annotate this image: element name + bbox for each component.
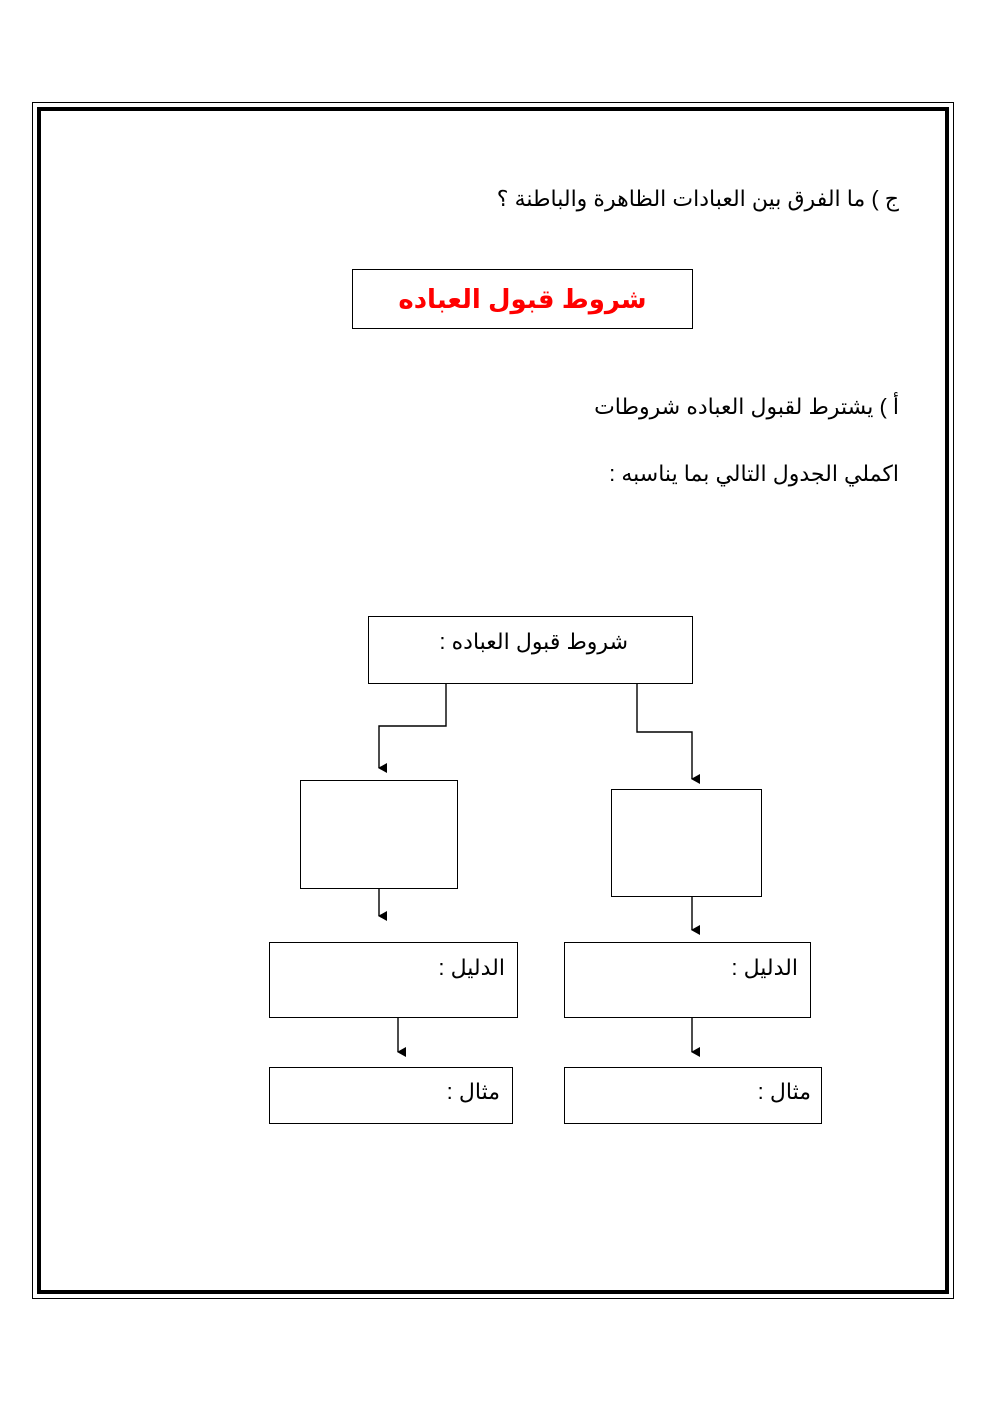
question-a: أ ) يشترط لقبول العباده شروطات xyxy=(594,394,899,419)
right-example-label: مثال : xyxy=(757,1079,811,1104)
left-evidence-box[interactable] xyxy=(269,942,518,1018)
question-c: ج ) ما الفرق بين العبادات الظاهرة والباطنة ؟ xyxy=(496,186,899,211)
right-condition-box[interactable] xyxy=(611,789,762,897)
instruction-text: اكملي الجدول التالي بما يناسبه : xyxy=(609,461,899,486)
section-title: شروط قبول العباده xyxy=(398,283,647,314)
connector-root-to-right xyxy=(637,684,692,779)
right-evidence-label: الدليل : xyxy=(731,955,798,980)
right-evidence-box[interactable] xyxy=(564,942,811,1018)
left-example-box[interactable] xyxy=(269,1067,513,1124)
right-example-box[interactable] xyxy=(564,1067,822,1124)
root-label: شروط قبول العباده : xyxy=(439,629,628,654)
left-evidence-label: الدليل : xyxy=(438,955,505,980)
connector-root-to-left xyxy=(379,684,446,768)
left-condition-box[interactable] xyxy=(300,780,458,889)
root-box xyxy=(368,616,693,684)
left-example-label: مثال : xyxy=(446,1079,500,1104)
